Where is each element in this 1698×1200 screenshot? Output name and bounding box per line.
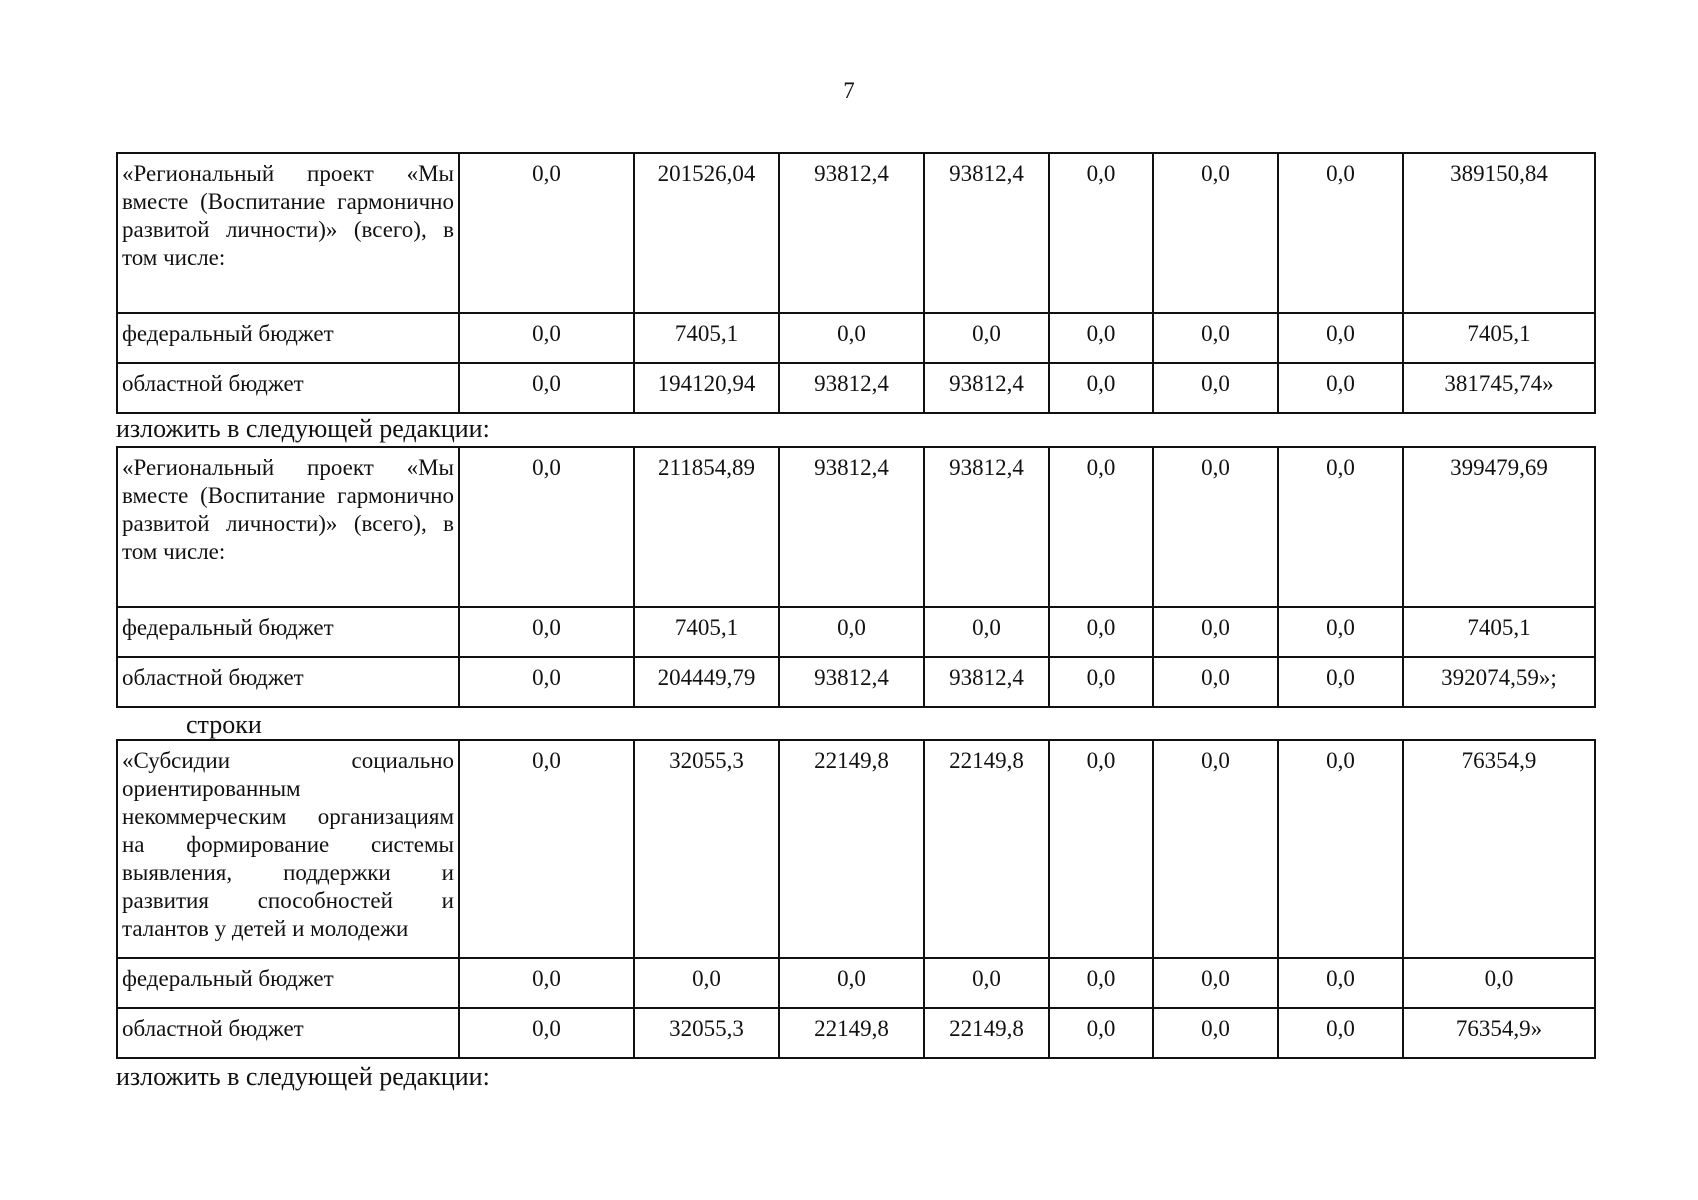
table-cell: 0,0 (924, 958, 1049, 1008)
table-cell: 0,0 (779, 958, 924, 1008)
table-cell: 0,0 (1278, 1008, 1403, 1058)
restate-phrase: изложить в следующей редакции: (116, 1062, 490, 1091)
row-name: федеральный бюджет (117, 958, 459, 1008)
row-name: «Региональный проект «Мы вместе (Воспитание гармонично развитой личности)» (всего), в том числе: (117, 447, 459, 607)
table-cell: 0,0 (459, 447, 634, 607)
table-cell: 0,0 (1049, 607, 1153, 657)
table-cell: 0,0 (1049, 1008, 1153, 1058)
table-cell: 399479,69 (1403, 447, 1595, 607)
row-name: областной бюджет (117, 657, 459, 707)
table-cell: 0,0 (1278, 740, 1403, 958)
table-cell: 7405,1 (1403, 313, 1595, 363)
table-cell: 0,0 (1153, 1008, 1278, 1058)
table-cell: 0,0 (1049, 958, 1153, 1008)
budget-table-2 (116, 446, 1596, 708)
row-name: «Субсидии социально ориентированным некоммерческим организациям на формирование системы выявления, поддержки и развития способностей и талантов у детей и молодежи (117, 740, 459, 958)
table-row (117, 153, 1595, 313)
table-cell: 204449,79 (634, 657, 779, 707)
row-name: областной бюджет (117, 363, 459, 413)
table-row (117, 313, 1595, 363)
table-cell: 7405,1 (634, 313, 779, 363)
table-cell: 93812,4 (779, 447, 924, 607)
table-row (117, 363, 1595, 413)
table-cell: 0,0 (1278, 607, 1403, 657)
table-cell: 381745,74» (1403, 363, 1595, 413)
table-cell: 0,0 (1403, 958, 1595, 1008)
row-name: областной бюджет (117, 1008, 459, 1058)
table-cell: 0,0 (459, 363, 634, 413)
table-row (117, 1008, 1595, 1058)
table-cell: 0,0 (1153, 958, 1278, 1008)
table-cell: 0,0 (459, 1008, 634, 1058)
restate-phrase: изложить в следующей редакции: (116, 414, 490, 443)
table-cell: 22149,8 (924, 1008, 1049, 1058)
table-cell: 0,0 (459, 958, 634, 1008)
table-cell: 0,0 (1049, 447, 1153, 607)
table-cell: 0,0 (634, 958, 779, 1008)
table-cell: 201526,04 (634, 153, 779, 313)
table-cell: 93812,4 (779, 363, 924, 413)
table-cell: 0,0 (1278, 447, 1403, 607)
table-cell: 0,0 (1049, 313, 1153, 363)
table-cell: 0,0 (1278, 153, 1403, 313)
table-cell: 93812,4 (924, 153, 1049, 313)
table-cell: 0,0 (1153, 740, 1278, 958)
table-cell: 0,0 (1153, 153, 1278, 313)
table-cell: 0,0 (1278, 363, 1403, 413)
row-name: федеральный бюджет (117, 607, 459, 657)
table-cell: 93812,4 (779, 153, 924, 313)
table-cell: 0,0 (1278, 657, 1403, 707)
table-cell: 32055,3 (634, 740, 779, 958)
table-cell: 194120,94 (634, 363, 779, 413)
table-cell: 22149,8 (779, 740, 924, 958)
row-name: федеральный бюджет (117, 313, 459, 363)
table-cell: 32055,3 (634, 1008, 779, 1058)
table-cell: 211854,89 (634, 447, 779, 607)
table-row (117, 958, 1595, 1008)
table-cell: 0,0 (1153, 363, 1278, 413)
table-cell: 0,0 (459, 740, 634, 958)
table-cell: 0,0 (1278, 313, 1403, 363)
table-cell: 0,0 (1278, 958, 1403, 1008)
table-cell: 392074,59»; (1403, 657, 1595, 707)
table-cell: 7405,1 (1403, 607, 1595, 657)
table-cell: 0,0 (1153, 657, 1278, 707)
table-cell: 0,0 (459, 607, 634, 657)
page-number: 7 (843, 78, 855, 103)
table-cell: 0,0 (779, 607, 924, 657)
table-cell: 7405,1 (634, 607, 779, 657)
table-row (117, 657, 1595, 707)
table-cell: 93812,4 (924, 447, 1049, 607)
table-row (117, 447, 1595, 607)
table-cell: 0,0 (1153, 313, 1278, 363)
table-cell: 22149,8 (924, 740, 1049, 958)
table-cell: 0,0 (459, 657, 634, 707)
table-cell: 76354,9 (1403, 740, 1595, 958)
table-cell: 0,0 (779, 313, 924, 363)
table-cell: 0,0 (1049, 153, 1153, 313)
table-cell: 0,0 (459, 313, 634, 363)
table-cell: 93812,4 (924, 363, 1049, 413)
table-cell: 22149,8 (779, 1008, 924, 1058)
table-cell: 0,0 (1153, 607, 1278, 657)
table-row (117, 740, 1595, 958)
table-cell: 76354,9» (1403, 1008, 1595, 1058)
table-cell: 0,0 (1049, 740, 1153, 958)
table-cell: 0,0 (924, 607, 1049, 657)
table-cell: 0,0 (459, 153, 634, 313)
table-cell: 0,0 (1153, 447, 1278, 607)
table-cell: 389150,84 (1403, 153, 1595, 313)
budget-table-1 (116, 152, 1596, 414)
budget-table-3 (116, 739, 1596, 1059)
table-cell: 93812,4 (779, 657, 924, 707)
table-cell: 0,0 (924, 313, 1049, 363)
table-row (117, 607, 1595, 657)
row-name: «Региональный проект «Мы вместе (Воспитание гармонично развитой личности)» (всего), в том числе: (117, 153, 459, 313)
rows-phrase: строки (186, 710, 262, 739)
table-cell: 0,0 (1049, 657, 1153, 707)
table-cell: 93812,4 (924, 657, 1049, 707)
table-cell: 0,0 (1049, 363, 1153, 413)
